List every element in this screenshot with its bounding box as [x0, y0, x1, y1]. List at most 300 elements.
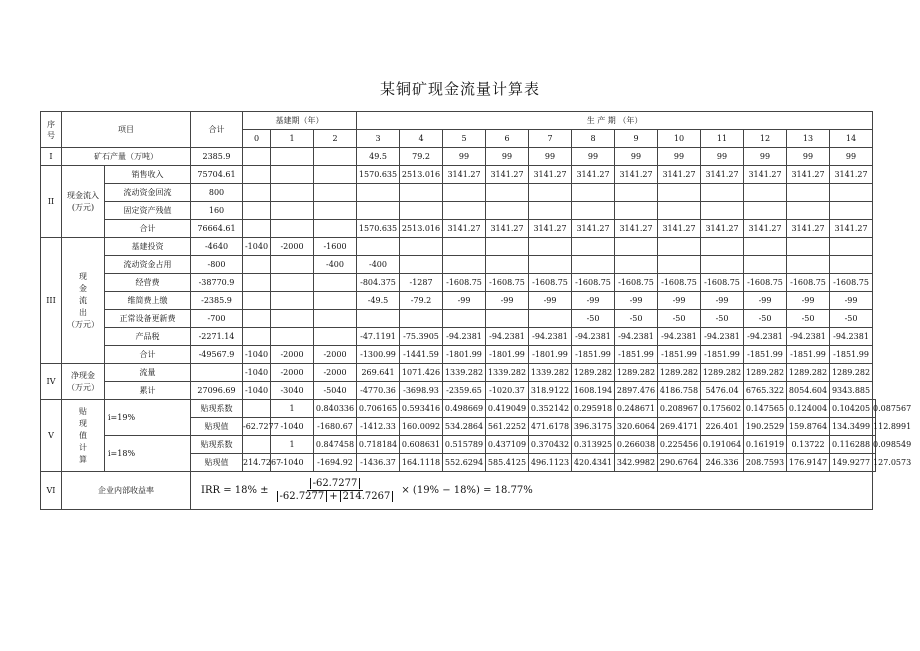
value-cell: -1040 — [243, 238, 271, 256]
value-cell: 290.6764 — [658, 454, 701, 472]
table-row — [41, 238, 876, 256]
total-cell: -4640 — [191, 238, 243, 256]
year-header: 7 — [529, 130, 572, 148]
value-cell: 99 — [615, 148, 658, 166]
seq-header: 序 号 — [41, 112, 62, 148]
value-cell: -804.375 — [357, 274, 400, 292]
value-cell — [271, 328, 314, 346]
value-cell — [357, 184, 400, 202]
value-cell: -2000 — [271, 238, 314, 256]
value-cell: 0.608631 — [400, 436, 443, 454]
value-cell — [443, 202, 486, 220]
value-cell: 585.4125 — [486, 454, 529, 472]
section-label: 贴 现 值 计 算 — [62, 400, 105, 472]
value-cell: -400 — [357, 256, 400, 274]
value-cell: 0.840336 — [314, 400, 357, 418]
value-cell — [486, 184, 529, 202]
value-cell: 1289.282 — [787, 364, 830, 382]
row-label: 产品税 — [105, 328, 191, 346]
value-cell — [357, 202, 400, 220]
value-cell — [314, 148, 357, 166]
table-row — [41, 292, 876, 310]
value-cell: 8054.604 — [787, 382, 830, 400]
value-cell — [243, 328, 271, 346]
value-cell: 3141.27 — [443, 166, 486, 184]
value-cell: -94.2381 — [529, 328, 572, 346]
value-cell: 176.9147 — [787, 454, 830, 472]
value-cell: -94.2381 — [701, 328, 744, 346]
value-cell — [271, 220, 314, 238]
formula-denominator-b: 214.7267 — [340, 491, 394, 502]
row-label: 基建投资 — [105, 238, 191, 256]
value-cell: 342.9982 — [615, 454, 658, 472]
value-cell — [243, 256, 271, 274]
value-cell: 0.104205 — [830, 400, 873, 418]
value-cell: 246.336 — [701, 454, 744, 472]
formula-rhs: × (19% − 18%) = 18.77% — [401, 484, 533, 496]
total-cell: 76664.61 — [191, 220, 243, 238]
table-row — [41, 364, 876, 382]
value-cell — [243, 202, 271, 220]
value-cell: 1289.282 — [830, 364, 873, 382]
value-cell — [243, 166, 271, 184]
value-cell: 1339.282 — [443, 364, 486, 382]
value-cell — [830, 238, 873, 256]
value-cell: 6765.322 — [744, 382, 787, 400]
value-cell: 0.161919 — [744, 436, 787, 454]
value-cell: -2000 — [314, 364, 357, 382]
total-cell: -800 — [191, 256, 243, 274]
value-cell — [658, 202, 701, 220]
value-cell: -94.2381 — [486, 328, 529, 346]
value-cell: -99 — [615, 292, 658, 310]
table-row — [41, 436, 876, 454]
value-cell: 3141.27 — [787, 220, 830, 238]
value-cell: -79.2 — [400, 292, 443, 310]
value-cell — [701, 184, 744, 202]
total-cell: -62.7277 — [243, 418, 271, 436]
value-cell: -94.2381 — [615, 328, 658, 346]
value-cell: -1608.75 — [615, 274, 658, 292]
value-cell: -1608.75 — [830, 274, 873, 292]
value-cell: 159.8764 — [787, 418, 830, 436]
table-row — [41, 274, 876, 292]
year-header: 11 — [701, 130, 744, 148]
year-header: 4 — [400, 130, 443, 148]
value-cell: 3141.27 — [658, 166, 701, 184]
value-cell: 1071.426 — [400, 364, 443, 382]
value-cell — [271, 310, 314, 328]
value-cell — [486, 310, 529, 328]
value-cell: -99 — [787, 292, 830, 310]
value-cell: 269.641 — [357, 364, 400, 382]
total-header: 合计 — [191, 112, 243, 148]
value-cell: -1851.99 — [572, 346, 615, 364]
value-cell: 0.225456 — [658, 436, 701, 454]
table-row — [41, 202, 876, 220]
value-cell: 0.147565 — [744, 400, 787, 418]
total-cell: -49567.9 — [191, 346, 243, 364]
value-cell: -3698.93 — [400, 382, 443, 400]
value-cell: -1801.99 — [529, 346, 572, 364]
value-cell — [357, 238, 400, 256]
value-cell: 160.0092 — [400, 418, 443, 436]
value-cell: 1339.282 — [486, 364, 529, 382]
value-cell: 134.3499 — [830, 418, 873, 436]
value-cell: 1289.282 — [701, 364, 744, 382]
table-row — [41, 220, 876, 238]
page-title: 某铜矿现金流量计算表 — [379, 80, 540, 98]
value-cell — [529, 202, 572, 220]
value-cell — [271, 184, 314, 202]
value-cell: 3141.27 — [701, 166, 744, 184]
row-label: 固定资产残值 — [105, 202, 191, 220]
value-cell — [701, 238, 744, 256]
value-cell — [400, 256, 443, 274]
value-cell: -94.2381 — [744, 328, 787, 346]
formula-denominator-a: -62.7277 — [277, 491, 328, 502]
value-cell: 0.13722 — [787, 436, 830, 454]
value-cell: -1851.99 — [830, 346, 873, 364]
value-cell: -99 — [658, 292, 701, 310]
value-cell: 3141.27 — [529, 166, 572, 184]
value-cell — [529, 184, 572, 202]
value-cell: -99 — [572, 292, 615, 310]
section-number: I — [41, 148, 62, 166]
value-cell — [787, 238, 830, 256]
value-cell: -400 — [314, 256, 357, 274]
value-cell: 0.419049 — [486, 400, 529, 418]
year-header: 9 — [615, 130, 658, 148]
irr-formula — [191, 472, 873, 510]
year-header: 1 — [271, 130, 314, 148]
value-cell: 1289.282 — [572, 364, 615, 382]
discount-rate: i=19% — [105, 400, 191, 436]
value-cell: -1608.75 — [572, 274, 615, 292]
value-cell: -1300.99 — [357, 346, 400, 364]
value-cell — [314, 274, 357, 292]
total-cell: 800 — [191, 184, 243, 202]
value-cell: -1441.59 — [400, 346, 443, 364]
value-cell — [443, 256, 486, 274]
value-cell: 0.515789 — [443, 436, 486, 454]
value-cell: -1608.75 — [744, 274, 787, 292]
value-cell: 99 — [787, 148, 830, 166]
cash-flow-table — [40, 111, 912, 510]
value-cell — [243, 148, 271, 166]
value-cell: 3141.27 — [701, 220, 744, 238]
year-header: 5 — [443, 130, 486, 148]
value-cell: 99 — [658, 148, 701, 166]
value-cell: -1680.67 — [314, 418, 357, 436]
value-cell — [400, 310, 443, 328]
row-label: 累计 — [105, 382, 191, 400]
formula-fraction — [274, 479, 397, 502]
value-cell — [243, 220, 271, 238]
production-header: 生 产 期 （年） — [357, 112, 873, 130]
value-cell — [271, 274, 314, 292]
value-cell: -1851.99 — [658, 346, 701, 364]
value-cell — [787, 202, 830, 220]
section-number: II — [41, 166, 62, 238]
value-cell: 99 — [701, 148, 744, 166]
value-cell: -1851.99 — [787, 346, 830, 364]
value-cell: 3141.27 — [830, 220, 873, 238]
total-cell: 160 — [191, 202, 243, 220]
value-cell — [443, 310, 486, 328]
row-label: 合计 — [105, 346, 191, 364]
table-row — [41, 166, 876, 184]
value-cell — [314, 184, 357, 202]
value-cell — [486, 256, 529, 274]
value-cell — [243, 184, 271, 202]
value-cell: -3040 — [271, 382, 314, 400]
value-cell — [572, 184, 615, 202]
value-cell: 99 — [572, 148, 615, 166]
value-cell: -47.1191 — [357, 328, 400, 346]
total-cell: -2271.14 — [191, 328, 243, 346]
value-cell: -50 — [658, 310, 701, 328]
total-cell: 27096.69 — [191, 382, 243, 400]
value-cell: -4770.36 — [357, 382, 400, 400]
value-cell: -1851.99 — [701, 346, 744, 364]
value-cell — [701, 256, 744, 274]
value-cell: -1040 — [243, 346, 271, 364]
value-cell: -94.2381 — [572, 328, 615, 346]
value-cell: 0.175602 — [701, 400, 744, 418]
table-row — [41, 256, 876, 274]
value-cell: 3141.27 — [744, 220, 787, 238]
value-cell — [615, 184, 658, 202]
value-cell — [830, 256, 873, 274]
value-cell — [400, 238, 443, 256]
value-cell: -1851.99 — [615, 346, 658, 364]
value-cell: -99 — [701, 292, 744, 310]
value-cell: 1289.282 — [615, 364, 658, 382]
value-cell: 4186.758 — [658, 382, 701, 400]
row-label: 企业内部收益率 — [62, 472, 191, 510]
value-cell: 396.3175 — [572, 418, 615, 436]
value-cell: 99 — [830, 148, 873, 166]
value-cell — [271, 256, 314, 274]
value-cell: -1040 — [243, 382, 271, 400]
value-cell: 2513.016 — [400, 166, 443, 184]
header-row — [41, 112, 876, 130]
total-cell: -2385.9 — [191, 292, 243, 310]
value-cell: 3141.27 — [658, 220, 701, 238]
table-row — [41, 148, 876, 166]
value-cell — [314, 310, 357, 328]
total-cell: -38770.9 — [191, 274, 243, 292]
row-label: 流动资金回流 — [105, 184, 191, 202]
value-cell: -94.2381 — [658, 328, 701, 346]
value-cell — [486, 202, 529, 220]
total-cell — [243, 400, 271, 418]
value-cell — [529, 256, 572, 274]
row-label: 合计 — [105, 220, 191, 238]
section-number: IV — [41, 364, 62, 400]
value-cell: 561.2252 — [486, 418, 529, 436]
value-cell: 190.2529 — [744, 418, 787, 436]
value-cell: -1801.99 — [486, 346, 529, 364]
value-cell: 3141.27 — [486, 166, 529, 184]
value-cell: 0.313925 — [572, 436, 615, 454]
value-cell: -94.2381 — [830, 328, 873, 346]
section-label: 现 金 流 出 （万元） — [62, 238, 105, 364]
section-number: VI — [41, 472, 62, 510]
row-label: 贴现系数 — [191, 400, 243, 418]
value-cell — [243, 310, 271, 328]
discount-rate: i=18% — [105, 436, 191, 472]
value-cell: 1608.194 — [572, 382, 615, 400]
value-cell: -94.2381 — [787, 328, 830, 346]
table-row — [41, 472, 876, 510]
year-header: 10 — [658, 130, 701, 148]
value-cell — [271, 292, 314, 310]
value-cell: 5476.04 — [701, 382, 744, 400]
value-cell — [744, 202, 787, 220]
value-cell: 0.208967 — [658, 400, 701, 418]
irr-formula-expression — [191, 479, 872, 502]
value-cell: -5040 — [314, 382, 357, 400]
value-cell — [744, 256, 787, 274]
value-cell: 0.266038 — [615, 436, 658, 454]
row-label: 贴现值 — [191, 454, 243, 472]
value-cell: 3141.27 — [615, 166, 658, 184]
value-cell: 0.437109 — [486, 436, 529, 454]
value-cell — [271, 166, 314, 184]
value-cell: 552.6294 — [443, 454, 486, 472]
value-cell: 0.593416 — [400, 400, 443, 418]
value-cell: 471.6178 — [529, 418, 572, 436]
value-cell: 208.7593 — [744, 454, 787, 472]
value-cell: 149.9277 — [830, 454, 873, 472]
value-cell: -1608.75 — [701, 274, 744, 292]
year-header: 0 — [243, 130, 271, 148]
year-header: 3 — [357, 130, 400, 148]
value-cell — [243, 292, 271, 310]
formula-numerator: -62.7277 — [310, 478, 361, 489]
value-cell: -1608.75 — [486, 274, 529, 292]
section-label: 现金流入(万元) — [62, 166, 105, 238]
year-header: 12 — [744, 130, 787, 148]
item-header: 项目 — [62, 112, 191, 148]
value-cell: 318.9122 — [529, 382, 572, 400]
value-cell — [787, 184, 830, 202]
value-cell: 0.098549 — [873, 436, 876, 454]
row-label: 贴现值 — [191, 418, 243, 436]
value-cell: 0.718184 — [357, 436, 400, 454]
value-cell: -1436.37 — [357, 454, 400, 472]
value-cell: 0.498669 — [443, 400, 486, 418]
value-cell — [572, 202, 615, 220]
value-cell: -50 — [787, 310, 830, 328]
table-row — [41, 328, 876, 346]
value-cell: -50 — [572, 310, 615, 328]
value-cell: -2000 — [271, 364, 314, 382]
value-cell — [271, 148, 314, 166]
total-cell — [243, 436, 271, 454]
value-cell: 3141.27 — [443, 220, 486, 238]
value-cell — [314, 166, 357, 184]
value-cell: -99 — [744, 292, 787, 310]
value-cell — [830, 202, 873, 220]
value-cell: -2000 — [314, 346, 357, 364]
row-label: 矿石产量（万吨） — [62, 148, 191, 166]
value-cell: 49.5 — [357, 148, 400, 166]
total-cell: 214.7267 — [243, 454, 271, 472]
value-cell: -1600 — [314, 238, 357, 256]
value-cell: -1851.99 — [744, 346, 787, 364]
value-cell: -94.2381 — [443, 328, 486, 346]
value-cell: 0.124004 — [787, 400, 830, 418]
value-cell: -99 — [486, 292, 529, 310]
row-label: 维简费上缴 — [105, 292, 191, 310]
value-cell: -1040 — [271, 418, 314, 436]
value-cell — [314, 328, 357, 346]
value-cell: 0.352142 — [529, 400, 572, 418]
value-cell — [486, 238, 529, 256]
value-cell: -1040 — [271, 454, 314, 472]
value-cell: 534.2864 — [443, 418, 486, 436]
value-cell: 320.6064 — [615, 418, 658, 436]
value-cell: 0.295918 — [572, 400, 615, 418]
value-cell: -49.5 — [357, 292, 400, 310]
value-cell — [701, 202, 744, 220]
value-cell: -1287 — [400, 274, 443, 292]
value-cell: 1 — [271, 436, 314, 454]
total-cell: 2385.9 — [191, 148, 243, 166]
value-cell — [744, 184, 787, 202]
value-cell: 127.0573 — [873, 454, 876, 472]
value-cell: 1 — [271, 400, 314, 418]
value-cell: 164.1118 — [400, 454, 443, 472]
value-cell — [529, 238, 572, 256]
value-cell: 0.116288 — [830, 436, 873, 454]
row-label: 流动资金占用 — [105, 256, 191, 274]
value-cell — [615, 256, 658, 274]
value-cell: -50 — [744, 310, 787, 328]
value-cell: 3141.27 — [787, 166, 830, 184]
value-cell — [443, 184, 486, 202]
total-cell: 75704.61 — [191, 166, 243, 184]
value-cell: 2513.016 — [400, 220, 443, 238]
value-cell: -1608.75 — [658, 274, 701, 292]
formula-plus: + — [329, 491, 338, 502]
value-cell: -50 — [830, 310, 873, 328]
value-cell: 1570.635 — [357, 220, 400, 238]
value-cell — [658, 256, 701, 274]
value-cell: 420.4341 — [572, 454, 615, 472]
value-cell: -50 — [701, 310, 744, 328]
year-header: 13 — [787, 130, 830, 148]
table-row — [41, 184, 876, 202]
value-cell: 1339.282 — [529, 364, 572, 382]
year-header: 8 — [572, 130, 615, 148]
value-cell: -2000 — [271, 346, 314, 364]
value-cell: 99 — [443, 148, 486, 166]
total-cell — [191, 364, 243, 382]
value-cell: 0.847458 — [314, 436, 357, 454]
value-cell: 112.8991 — [873, 418, 876, 436]
value-cell — [787, 256, 830, 274]
total-cell: -700 — [191, 310, 243, 328]
value-cell — [572, 238, 615, 256]
value-cell — [529, 310, 572, 328]
table-row — [41, 310, 876, 328]
year-header: 2 — [314, 130, 357, 148]
value-cell: 1289.282 — [744, 364, 787, 382]
